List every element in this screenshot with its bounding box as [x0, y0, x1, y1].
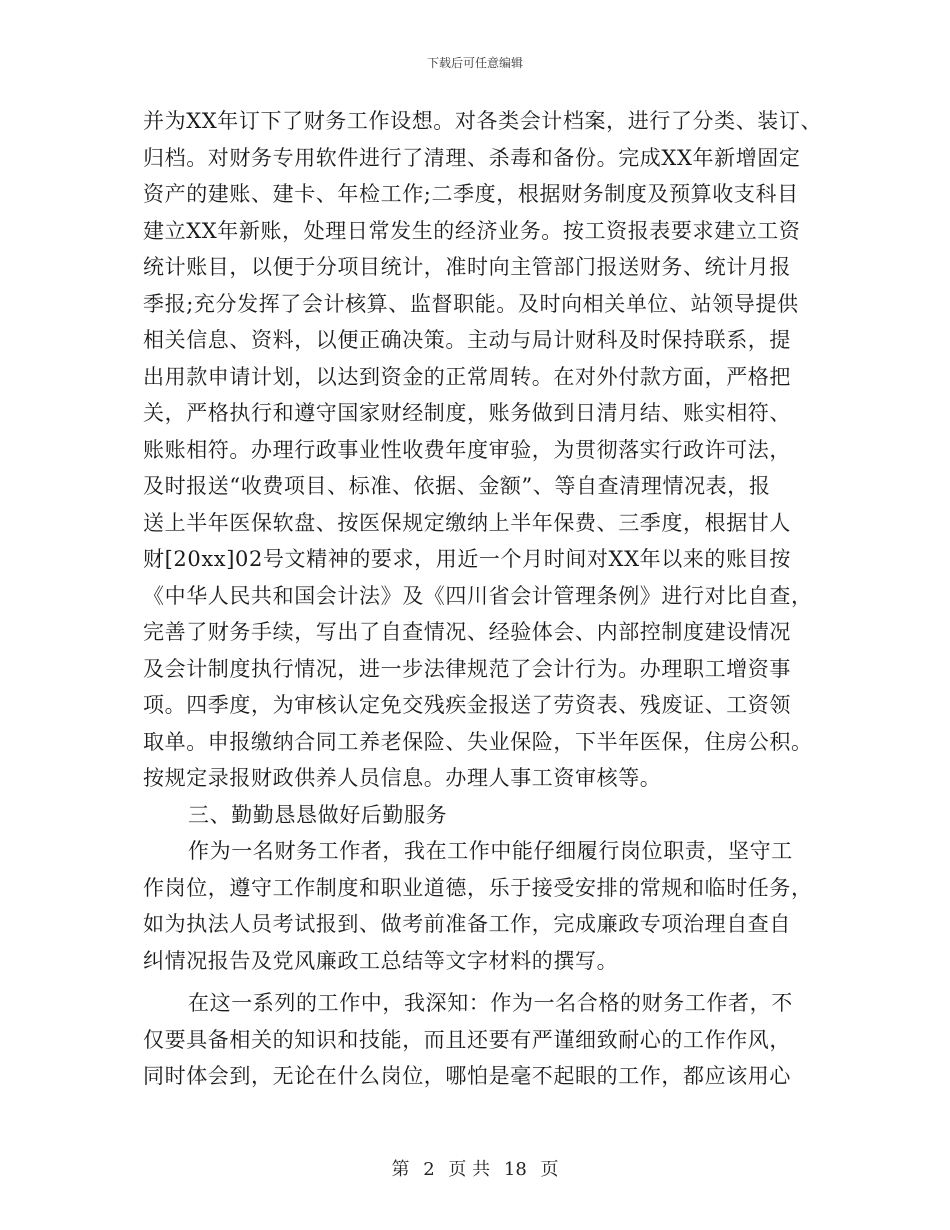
body-line: 送上半年医保软盘、按医保规定缴纳上半年保费、三季度，根据甘人	[143, 510, 791, 535]
footer-suffix: 页	[540, 1159, 559, 1180]
body-line: 并为XX年订下了财务工作设想。对各类会计档案，进行了分类、装订、	[143, 109, 823, 133]
body-line: 按规定录报财政供养人员信息。办理人事工资审核等。	[143, 766, 662, 790]
document-body	[143, 103, 823, 1095]
body-line: 出用款申请计划，以达到资金的正常周转。在对外付款方面，严格把	[143, 364, 791, 389]
body-line: 建立XX年新账，处理日常发生的经济业务。按工资报表要求建立工资	[143, 218, 801, 243]
page-header-note: 下载后可任意编辑	[426, 56, 523, 70]
body-line: 项。四季度，为审核认定免交残疾金报送了劳资表、残废证、工资领	[143, 693, 791, 717]
body-line: 《中华人民共和国会计法》及《四川省会计管理条例》进行对比自查，	[143, 583, 813, 608]
section-heading: 三、勤勤恳恳做好后勤服务	[188, 802, 448, 827]
body-line: 仅要具备相关的知识和技能，而且还要有严谨细致耐心的工作作风，	[143, 1027, 791, 1052]
body-line: 账账相符。办理行政事业性收费年度审验，为贯彻落实行政许可法，	[143, 437, 791, 462]
body-line: 及时报送“收费项目、标准、依据、金额”、等自查清理情况表，报	[143, 474, 771, 498]
body-line: 归档。对财务专用软件进行了清理、杀毒和备份。完成XX年新增固定	[143, 145, 801, 170]
footer-middle: 页 共	[448, 1159, 491, 1180]
body-line: 及会计制度执行情况，进一步法律规范了会计行为。办理职工增资事	[143, 656, 791, 681]
body-line: 完善了财务手续，写出了自查情况、经验体会、内部控制度建设情况	[143, 620, 791, 644]
body-line: 作为一名财务工作者，我在工作中能仔细履行岗位职责，坚守工	[188, 839, 793, 863]
footer-prefix: 第	[391, 1159, 410, 1180]
body-line: 统计账目，以便于分项目统计，准时向主管部门报送财务、统计月报	[143, 255, 791, 279]
body-line: 同时体会到，无论在什么岗位，哪怕是毫不起眼的工作，都应该用心	[143, 1064, 791, 1088]
body-line: 纠情况报告及党风廉政工总结等文字材料的撰写。	[143, 948, 619, 973]
footer-total-pages: 18	[503, 1159, 527, 1180]
body-line: 季报;充分发挥了会计核算、监督职能。及时向相关单位、站领导提供	[143, 291, 799, 316]
body-line: 取单。申报缴纳合同工养老保险、失业保险，下半年医保，住房公积。	[143, 729, 813, 754]
body-line: 作岗位，遵守工作制度和职业道德，乐于接受安排的常规和临时任务，	[143, 875, 813, 900]
body-line: 在这一系列的工作中，我深知：作为一名合格的财务工作者，不	[188, 991, 793, 1015]
body-line: 财[20xx]02号文精神的要求，用近一个月时间对XX年以来的账目按	[143, 547, 791, 571]
body-line: 资产的建账、建卡、年检工作;二季度，根据财务制度及预算收支科目	[143, 182, 799, 206]
body-line: 如为执法人员考试报到、做考前准备工作，完成廉政专项治理自查自	[143, 912, 791, 936]
footer-page-number: 2	[423, 1159, 435, 1180]
body-line: 关，严格执行和遵守国家财经制度，账务做到日清月结、账实相符、	[143, 401, 791, 425]
body-line: 相关信息、资料，以便正确决策。主动与局计财科及时保持联系，提	[143, 328, 791, 352]
page-footer	[0, 1155, 950, 1181]
